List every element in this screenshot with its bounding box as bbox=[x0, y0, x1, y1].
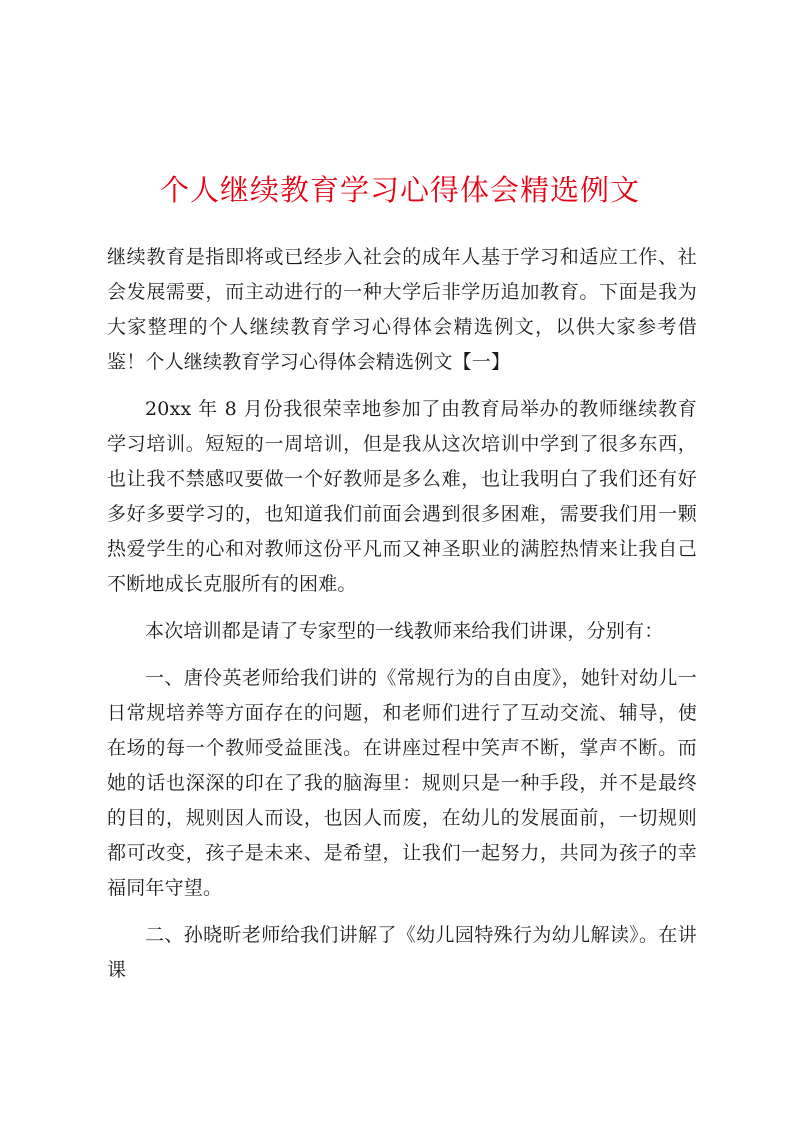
document-title: 个人继续教育学习心得体会精选例文 bbox=[159, 173, 640, 207]
paragraph-lecturers: 本次培训都是请了专家型的一线教师来给我们讲课，分别有： bbox=[145, 620, 664, 642]
paragraph-training: 20xx 年 8 月份我很荣幸地参加了由教育局举办的教师继续教育学习培训。短短的一周培训，但是我从这次培训中学到了很多东西，也让我不禁感叹要做一个好教师是多么难，也让我明白了我们还有好多好多要学习的，也知道我们前面会遇到很多困难，需要我们用一颗热爱学生的心和对教师这份平凡而又神圣职业的满腔热情来让我自己不断地成长克服所有的困难。 bbox=[107, 398, 697, 595]
paragraph-lecture-two: 二、孙晓昕老师给我们讲解了《幼儿园特殊行为幼儿解读》。在讲课 bbox=[107, 924, 697, 981]
paragraph-intro: 继续教育是指即将或已经步入社会的成年人基于学习和适应工作、社会发展需要，而主动进行的一种大学后非学历追加教育。下面是我为大家整理的个人继续教育学习心得体会精选例文，以供大家参考借鉴！个人继续教育学习心得体会精选例文【一】 bbox=[107, 246, 697, 373]
paragraph-lecture-one: 一、唐伶英老师给我们讲的《常规行为的自由度》，她针对幼儿一日常规培养等方面存在的问题，和老师们进行了互动交流、辅导，使在场的每一个教师受益匪浅。在讲座过程中笑声不断，掌声不断。而她的话也深深的印在了我的脑海里：规则只是一种手段，并不是最终的目的，规则因人而设，也因人而废，在幼儿的发展面前，一切规则都可改变，孩子是未来、是希望，让我们一起努力，共同为孩子的幸福同年守望。 bbox=[107, 667, 697, 899]
document-body bbox=[107, 240, 697, 1000]
